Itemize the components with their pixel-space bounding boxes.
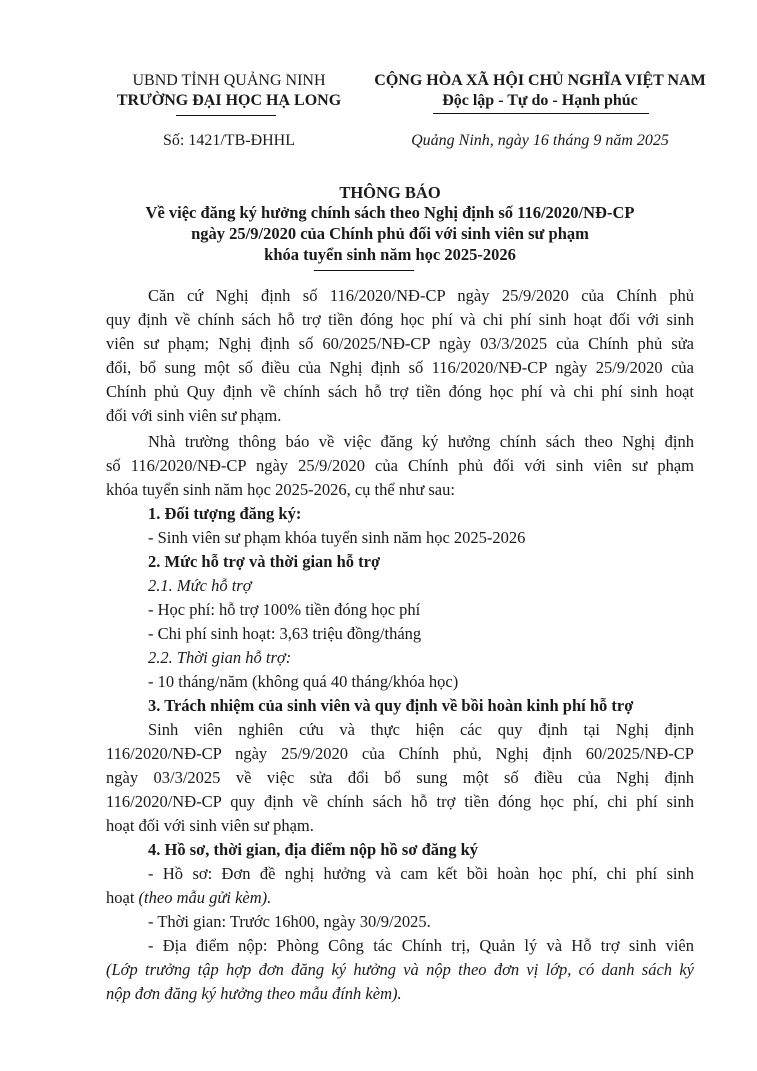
subtitle-line: ngày 25/9/2020 của Chính phủ đối với sinh viên sư phạm <box>191 224 589 243</box>
text-line: Chính phủ Quy định về chính sách hỗ trợ tiền đóng học phí và chi phí sinh hoạt <box>106 382 694 401</box>
location-note-line: (Lớp trưởng tập hợp đơn đăng ký hưởng và nộp theo đơn vị lớp, có danh sách ký <box>106 960 694 979</box>
list-item: - Học phí: hỗ trợ 100% tiền đóng học phí <box>148 600 421 619</box>
school-name: TRƯỜNG ĐẠI HỌC HẠ LONG <box>116 92 342 109</box>
deadline-line: - Thời gian: Trước 16h00, ngày 30/9/2025. <box>148 912 431 931</box>
text-line: số 116/2020/NĐ-CP ngày 25/9/2020 của Chính phủ đối với sinh viên sư phạm <box>106 456 694 475</box>
section-2-heading: 2. Mức hỗ trợ và thời gian hỗ trợ <box>148 552 381 571</box>
text-line: Nhà trường thông báo về việc đăng ký hưởng chính sách theo Nghị định <box>148 432 694 451</box>
text-line: Sinh viên nghiên cứu và thực hiện các quy định tại Nghị định <box>148 720 694 739</box>
agency-name: UBND TỈNH QUẢNG NINH <box>132 72 326 89</box>
location-note-line: nộp đơn đăng ký hưởng theo mẫu đính kèm). <box>106 984 402 1003</box>
section-1-item: - Sinh viên sư phạm khóa tuyển sinh năm học 2025-2026 <box>148 528 526 547</box>
text-line: viên sư phạm; Nghị định số 60/2025/NĐ-CP ngày 03/3/2025 của Chính phủ sửa <box>106 334 694 353</box>
text-line: hoạt đối với sinh viên sư phạm. <box>106 816 314 835</box>
subtitle-line: Về việc đăng ký hưởng chính sách theo Nghị định số 116/2020/NĐ-CP <box>145 203 635 222</box>
motto: Độc lập - Tự do - Hạnh phúc <box>442 92 638 109</box>
dossier-text: hoạt <box>106 888 139 907</box>
text-line: ngày 03/3/2025 về việc sửa đổi bổ sung một số điều của Nghị định <box>106 768 694 787</box>
document-heading: THÔNG BÁO <box>339 183 441 202</box>
list-item: - Chi phí sinh hoạt: 3,63 triệu đồng/tháng <box>148 624 422 643</box>
section-4-heading: 4. Hồ sơ, thời gian, địa điểm nộp hồ sơ đăng ký <box>148 840 478 859</box>
text-line: quy định về chính sách hỗ trợ tiền đóng học phí và chi phí sinh hoạt đối với sinh <box>106 310 694 329</box>
text-line: 116/2020/NĐ-CP quy định về chính sách hỗ trợ tiền đóng học phí, chi phí sinh <box>106 792 694 811</box>
school-underline <box>176 115 276 116</box>
text-line: đổi, bổ sung một số điều của Nghị định số 116/2020/NĐ-CP ngày 25/9/2020 của <box>106 358 694 377</box>
title-underline <box>314 270 414 271</box>
text-line: đối với sinh viên sư phạm. <box>106 406 282 425</box>
text-line: khóa tuyển sinh năm học 2025-2026, cụ thể như sau: <box>106 480 455 499</box>
section-1-heading: 1. Đối tượng đăng ký: <box>148 504 302 523</box>
list-item: - 10 tháng/năm (không quá 40 tháng/khóa học) <box>148 672 459 691</box>
dossier-line: - Hồ sơ: Đơn đề nghị hưởng và cam kết bồi hoàn học phí, chi phí sinh <box>148 864 694 883</box>
dossier-line-2 <box>106 886 694 910</box>
section-2-1-heading: 2.1. Mức hỗ trợ <box>148 576 252 595</box>
subtitle-line: khóa tuyển sinh năm học 2025-2026 <box>264 245 516 264</box>
section-3-heading: 3. Trách nhiệm của sinh viên và quy định về bồi hoàn kinh phí hỗ trợ <box>148 696 634 715</box>
nation-title: CỘNG HÒA XÃ HỘI CHỦ NGHĨA VIỆT NAM <box>374 72 706 89</box>
text-line: 116/2020/NĐ-CP ngày 25/9/2020 của Chính phủ, Nghị định 60/2025/NĐ-CP <box>106 744 694 763</box>
place-date: Quảng Ninh, ngày 16 tháng 9 năm 2025 <box>411 132 669 149</box>
section-2-2-heading: 2.2. Thời gian hỗ trợ: <box>148 648 292 667</box>
text-line: Căn cứ Nghị định số 116/2020/NĐ-CP ngày 25/9/2020 của Chính phủ <box>148 286 694 305</box>
dossier-note: (theo mẫu gửi kèm). <box>138 888 272 907</box>
document-number: Số: 1421/TB-ĐHHL <box>163 132 295 149</box>
motto-underline <box>433 113 649 114</box>
location-line: - Địa điểm nộp: Phòng Công tác Chính trị, Quản lý và Hỗ trợ sinh viên <box>148 936 694 955</box>
